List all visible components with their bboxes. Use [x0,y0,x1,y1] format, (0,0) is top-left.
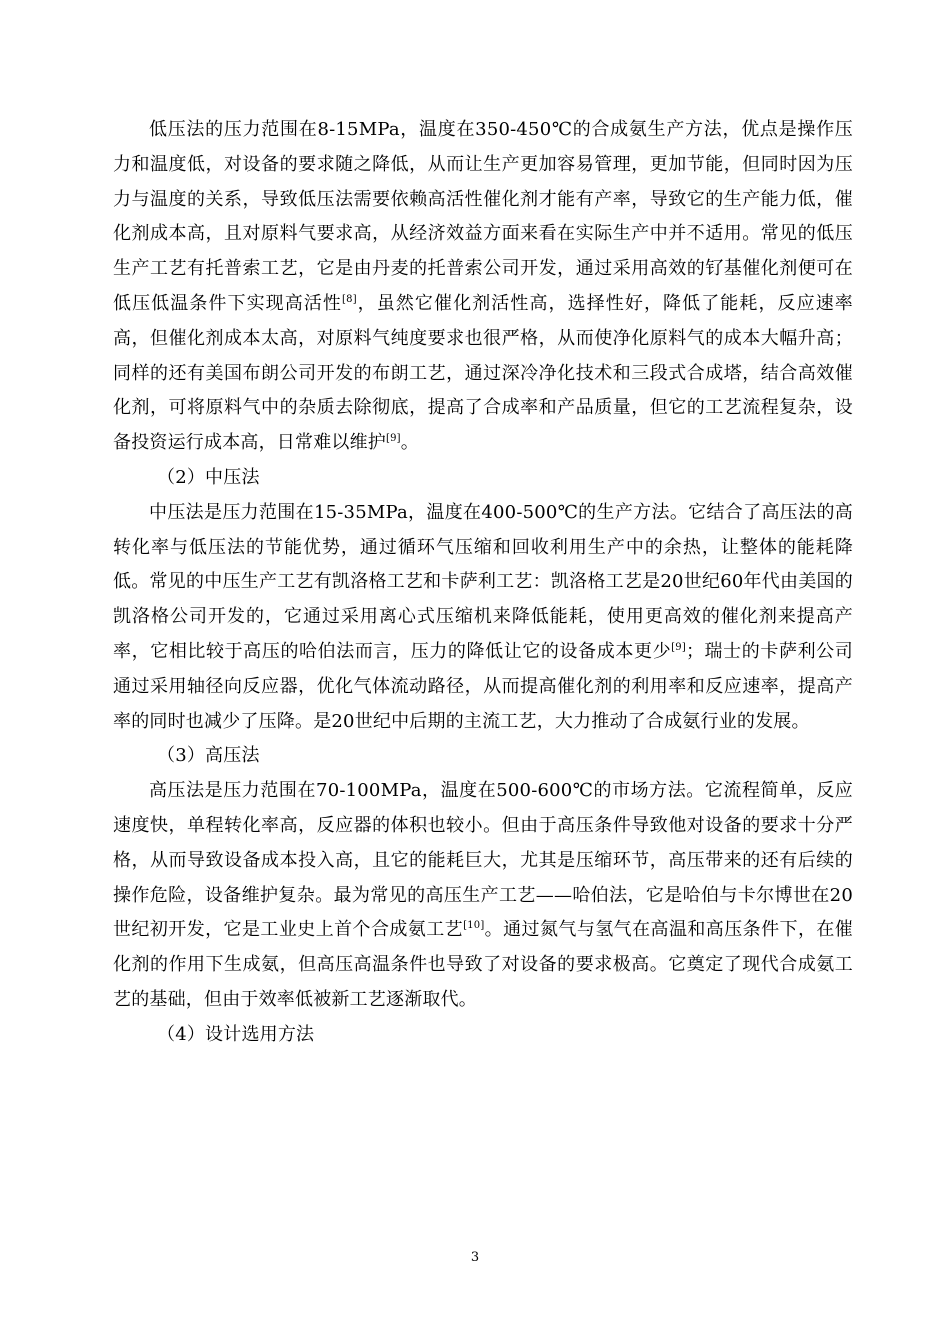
paragraph-text: 高压法是压力范围在70-100MPa，温度在500-600℃的市场方法。它流程简单，反应速度快，单程转化率高，反应器的体积也较小。但由于高压条件导致他对设备的要求十分严格，从而导致设备成本投入高，且它的能耗巨大，尤其是压缩环节，高压带来的还有后续的操作危险，设备维护复杂。最为常见的高压生产工艺——哈伯法，它是哈伯与卡尔博世在20世纪初开发，它是工业史上首个合成氨工艺 [113,780,853,941]
citation-reference: [9] [671,641,686,653]
paragraph-high-pressure [113,774,853,1018]
paragraph-text: 。 [400,432,419,454]
paragraph-text: ；瑞士的卡萨利公司通过采用轴径向反应器，优化气体流动路径，从而提高催化剂的利用率和反应速率，提高产率的同时也减少了压降。是20世纪中后期的主流工艺，大力推动了合成氨行业的发展。 [113,640,853,732]
page-number: 3 [470,1250,480,1265]
paragraph-medium-pressure [113,496,853,740]
heading-medium-pressure: （2）中压法 [157,466,260,488]
heading-high-pressure: （3）高压法 [157,745,260,767]
heading-design-selection: （4）设计选用方法 [157,1023,315,1045]
paragraph-low-pressure [113,113,853,461]
paragraph-text: 中压法是压力范围在15-35MPa，温度在400-500℃的生产方法。它结合了高压法的高转化率与低压法的节能优势，通过循环气压缩和回收利用生产中的余热，让整体的能耗降低。常见的中压生产工艺有凯洛格工艺和卡萨利工艺：凯洛格工艺是20世纪60年代由美国的凯洛格公司开发的，它通过采用离心式压缩机来降低能耗，使用更高效的催化剂来提高产率，它相比较于高压的哈伯法而言，压力的降低让它的设备成本更少 [113,501,853,662]
paragraph-text: 低压法的压力范围在8-15MPa，温度在350-450℃的合成氨生产方法，优点是操作压力和温度低，对设备的要求随之降低，从而让生产更加容易管理，更加节能，但同时因为压力与温度的关系，导致低压法需要依赖高活性催化剂才能有产率，导致它的生产能力低，催化剂成本高，且对原料气要求高，从经济效益方面来看在实际生产中并不适用。常见的低压生产工艺有托普索工艺，它是由丹麦的托普索公司开发，通过采用高效的钌基催化剂便可在低压低温条件下实现高活性 [113,119,853,314]
citation-reference: [10] [463,920,485,932]
citation-reference: [8] [342,293,357,305]
paragraph-text: 。通过氮气与氢气在高温和高压条件下，在催化剂的作用下生成氨，但高压高温条件也导致了对设备的要求极高。它奠定了现代合成氨工艺的基础，但由于效率低被新工艺逐渐取代。 [113,919,853,1010]
page-body [113,113,853,1053]
paragraph-text: ，虽然它催化剂活性高，选择性好，降低了能耗，反应速率高，但催化剂成本太高，对原料气纯度要求也很严格，从而使净化原料气的成本大幅升高；同样的还有美国布朗公司开发的布朗工艺，通过深冷净化技术和三段式合成塔，结合高效催化剂，可将原料气中的杂质去除彻底，提高了合成率和产品质量，但它的工艺流程复杂，设备投资运行成本高，日常难以维护 [113,292,854,454]
citation-reference: [9] [386,433,401,445]
